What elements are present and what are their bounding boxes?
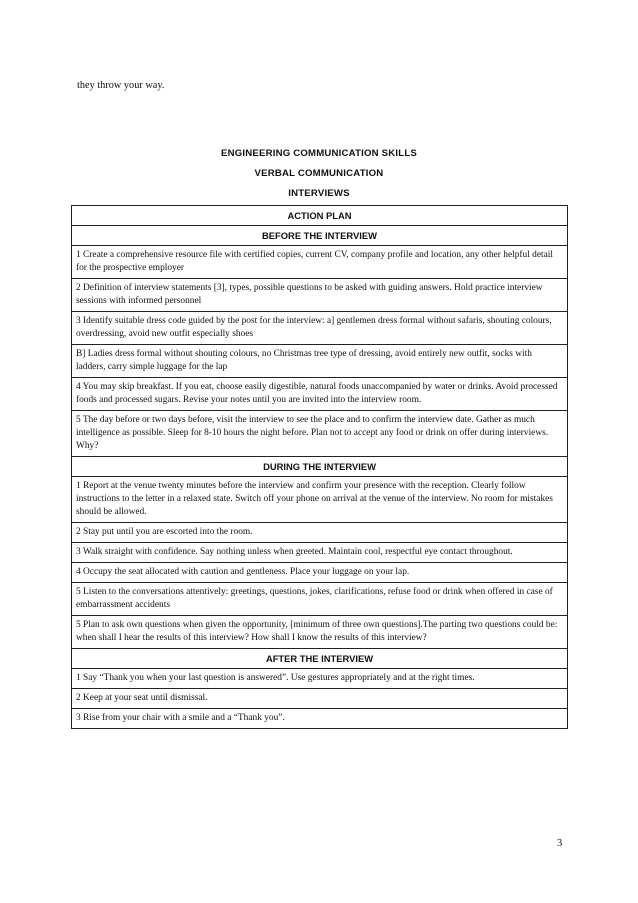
table-row: 5 Listen to the conversations attentively: greetings, questions, jokes, clarifications, refuse food or drink when offered in case of embarrassment accidents [72, 583, 568, 616]
subtitle: VERBAL COMMUNICATION [254, 168, 384, 179]
intro-text: they throw your way. [77, 80, 165, 91]
action-plan-table [71, 205, 568, 729]
table-title: ACTION PLAN [72, 206, 568, 226]
table-row: 3 Rise from your chair with a smile and a “Thank you”. [72, 709, 568, 729]
topic-title: INTERVIEWS [288, 188, 350, 199]
document-titles [0, 146, 638, 206]
section-heading-during: DURING THE INTERVIEW [72, 457, 568, 477]
table-row: 4 You may skip breakfast. If you eat, choose easily digestible, natural foods unaccompanied by water or drinks. Avoid processed foods and processed sugars. Revise your notes until you are invited into the interview room. [72, 378, 568, 411]
table-row: 5 Plan to ask own questions when given the opportunity, [minimum of three own questions].The parting two questions could be: when shall I hear the results of this interview? How shall I know the results of this interview? [72, 616, 568, 649]
section-heading-after: AFTER THE INTERVIEW [72, 649, 568, 669]
table-row: 1 Create a comprehensive resource file with certified copies, current CV, company profile and location, any other helpful detail for the prospective employer [72, 246, 568, 279]
table-row: 2 Definition of interview statements [3], types, possible questions to be asked with guiding answers. Hold practice interview sessions with informed personnel [72, 279, 568, 312]
table-row: 3 Walk straight with confidence. Say nothing unless when greeted. Maintain cool, respectful eye contact throughout. [72, 543, 568, 563]
main-title: ENGINEERING COMMUNICATION SKILLS [221, 148, 417, 159]
table-row: 1 Say “Thank you when your last question is answered”. Use gestures appropriately and at the right times. [72, 669, 568, 689]
table-row: 1 Report at the venue twenty minutes before the interview and confirm your presence with the reception. Clearly follow instructions to the letter in a relaxed state. Switch off your phone on arrival at the venue of the interview. No room for mistakes should be allowed. [72, 477, 568, 523]
table-row: 5 The day before or two days before, visit the interview to see the place and to confirm the interview date. Gather as much intelligence as possible. Sleep for 8-10 hours the night before. Plan not to accept any food or drink on offer during interviews. Why? [72, 411, 568, 457]
page-number: 3 [557, 838, 563, 849]
table-row: 3 Identify suitable dress code guided by the post for the interview: a] gentlemen dress formal without safaris, shouting colours, overdressing, avoid new outfit especially shoes [72, 312, 568, 345]
table-row: 2 Stay put until you are escorted into the room. [72, 523, 568, 543]
table-row: 4 Occupy the seat allocated with caution and gentleness. Place your luggage on your lap. [72, 563, 568, 583]
table-row: 2 Keep at your seat until dismissal. [72, 689, 568, 709]
section-heading-before: BEFORE THE INTERVIEW [72, 226, 568, 246]
table-row: B] Ladies dress formal without shouting colours, no Christmas tree type of dressing, avoid entirely new outfit, socks with ladders, carry simple luggage for the lap [72, 345, 568, 378]
